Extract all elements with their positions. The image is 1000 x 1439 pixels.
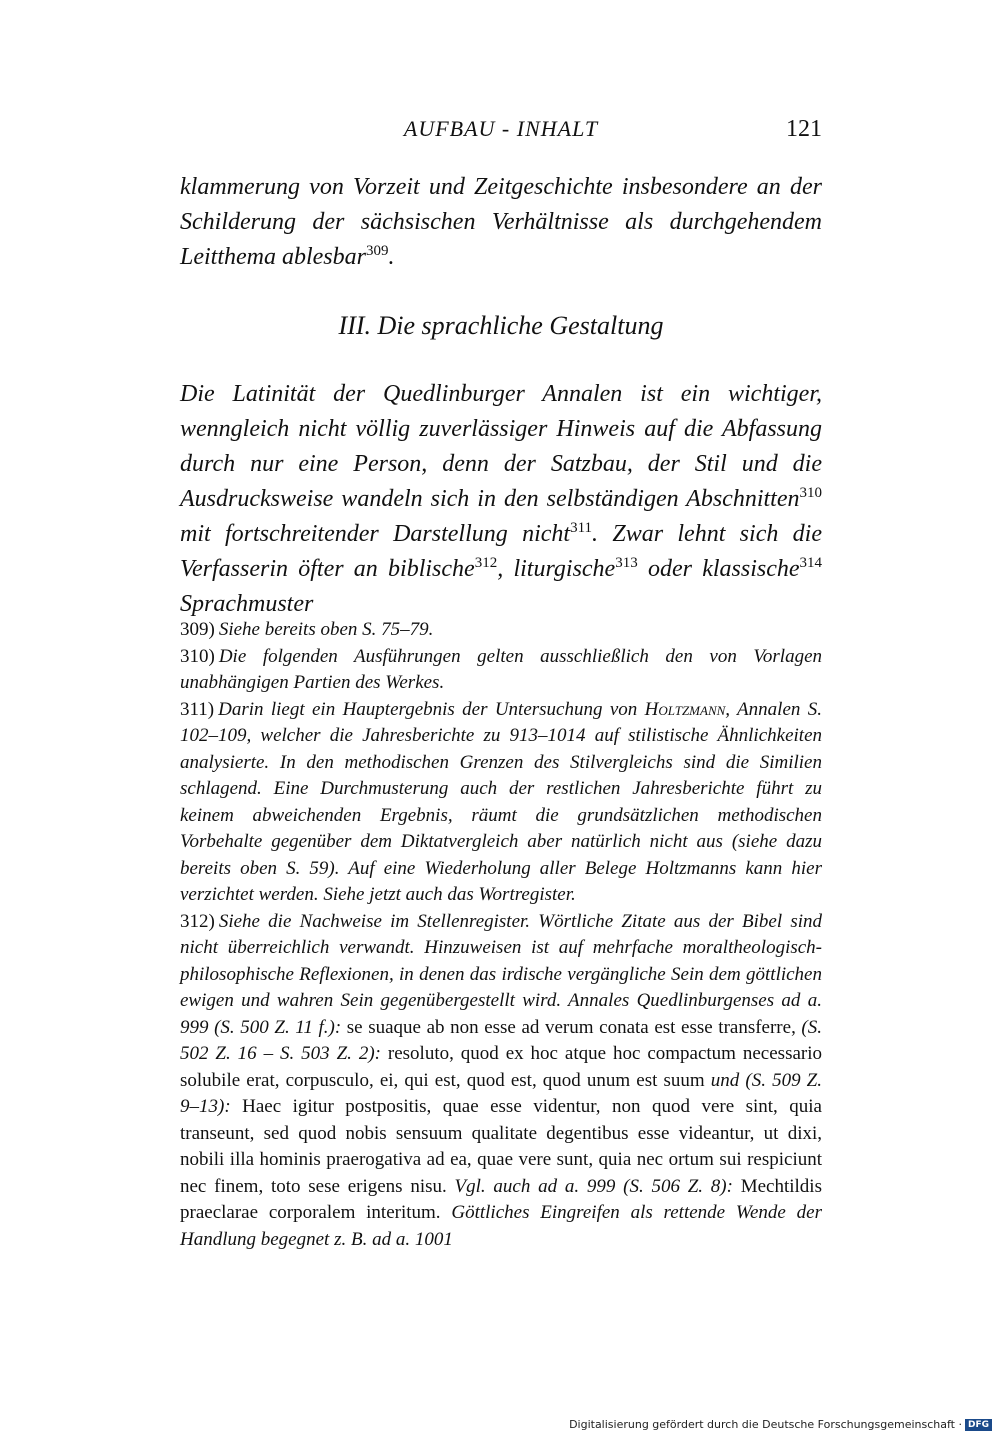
footnote-text: Göttliches Eingreifen als rettende Wende der Handlung begegnet z. B. ad a. 1001 — [180, 1202, 822, 1250]
latin-quote: se suaque ab non esse ad verum conata est esse transferre, — [341, 1016, 802, 1038]
paragraph-continuation — [180, 170, 822, 275]
paragraph-main — [180, 377, 822, 622]
page-header — [180, 116, 822, 144]
running-title: AUFBAU - INHALT — [403, 116, 599, 141]
section-heading: III. Die sprachliche Gestaltung — [338, 311, 664, 340]
digitization-credit — [569, 1418, 992, 1431]
footnote-310 — [180, 644, 822, 697]
footnote-number: 310) — [180, 645, 215, 667]
citation: (S. 502 Z. 16 – S. 503 Z. 2): — [180, 1016, 822, 1064]
paragraph-text: klammerung von Vorzeit und Zeitgeschichte insbesondere an der Schilderung der sächsischen Verhältnisse als durchgehendem Leitthema ablesbar — [180, 174, 822, 270]
footnote-ref-313[interactable]: 313 — [615, 555, 638, 571]
paragraph-text: mit fortschreitender Darstellung nicht — [180, 521, 571, 547]
footnote-ref-311[interactable]: 311 — [570, 520, 593, 536]
footnote-ref-312[interactable]: 312 — [474, 555, 498, 571]
footnote-text: , Annalen S. 102–109, welcher die Jahresberichte zu 913–1014 auf stilistische Ähnlichkeiten analysierte. In den methodischen Grenzen des Stilvergleichs sind die Similien schlagend. Eine Durchmusterung auch der restlichen Jahresberichte führt zu keinem abweichenden Ergebnis, räumt die grundsätzlichen methodischen Vorbehalte gegenüber dem Diktatvergleich aber natürlich nicht aus (siehe dazu bereits oben S. 59). Auf eine Wiederholung aller Belege Holtzmanns kann hier verzichtet werden. Siehe jetzt auch das Wortregister. — [180, 698, 822, 905]
paragraph-text: Die Latinität der Quedlinburger Annalen ist ein wichtiger, wenngleich nicht völlig zuverlässiger Hinweis auf die Abfassung durch nur eine Person, denn der Satzbau, der Stil und die Ausdrucksweise wandeln sich in den selbständigen Abschnitten — [180, 381, 822, 512]
citation: und (S. 509 Z. 9–13): — [180, 1069, 822, 1117]
footnote-312 — [180, 909, 822, 1254]
latin-quote: resoluto, quod ex hoc atque hoc compactum necessario solubile erat, corpusculo, ei, qui est, quod est, quod unum est suum — [180, 1043, 823, 1091]
footnote-ref-310[interactable]: 310 — [799, 485, 822, 501]
footnotes — [180, 617, 822, 1253]
author-name: Holtzmann — [644, 698, 726, 720]
footnote-number: 309) — [180, 619, 215, 640]
footnote-text: Die folgenden Ausführungen gelten ausschließlich den von Vorlagen unabhängigen Partien des Werkes. — [180, 645, 822, 693]
footnote-text: Siehe die Nachweise im Stellenregister. Wörtliche Zitate aus der Bibel sind nicht überreichlich verwandt. Hinzuweisen ist auf mehrfache moraltheologisch-philosophische Reflexionen, in denen das irdische vergängliche Sein dem göttlichen ewigen und wahren Sein gegenübergestellt wird. Annales Quedlinburgenses ad a. 999 (S. 500 Z. 11 f.): — [180, 910, 822, 1038]
footnote-ref-309[interactable]: 309 — [366, 243, 389, 259]
latin-quote: Mechtildis praeclarae corporalem interitum. — [180, 1175, 822, 1223]
paragraph-text: , liturgische — [497, 556, 616, 582]
paragraph-end: . — [388, 244, 395, 270]
page-number: 121 — [786, 116, 822, 142]
footnote-text: Darin liegt ein Hauptergebnis der Untersuchung von — [218, 698, 645, 720]
dfg-logo-icon: DFG — [965, 1419, 992, 1431]
footnote-ref-314[interactable]: 314 — [799, 555, 823, 571]
latin-quote: Haec igitur postpositis, quae esse videntur, non quod vere sint, quia transeunt, sed quod nobis sensuum qualitate degentibus esse videantur, ut dixi, nobili illa hominis praerogativa ad ea, quae vere sunt, quia nec ortum sui respiciunt nec finem, toto sese erigens nisu. — [180, 1096, 822, 1197]
credit-text: Digitalisierung gefördert durch die Deutsche Forschungsgemeinschaft · — [569, 1418, 962, 1431]
citation: Vgl. auch ad a. 999 (S. 506 Z. 8): — [454, 1175, 733, 1197]
footnote-309 — [180, 617, 822, 644]
footnote-text: Siehe bereits oben S. 75–79. — [218, 619, 434, 640]
paragraph-text: oder klassische — [637, 556, 800, 582]
paragraph-text: . Zwar lehnt sich die Verfasserin öfter an biblische — [180, 521, 822, 582]
footnote-number: 311) — [180, 698, 215, 720]
footnote-number: 312) — [180, 910, 215, 932]
paragraph-text: Sprachmuster — [180, 591, 314, 617]
footnote-311 — [180, 697, 822, 909]
